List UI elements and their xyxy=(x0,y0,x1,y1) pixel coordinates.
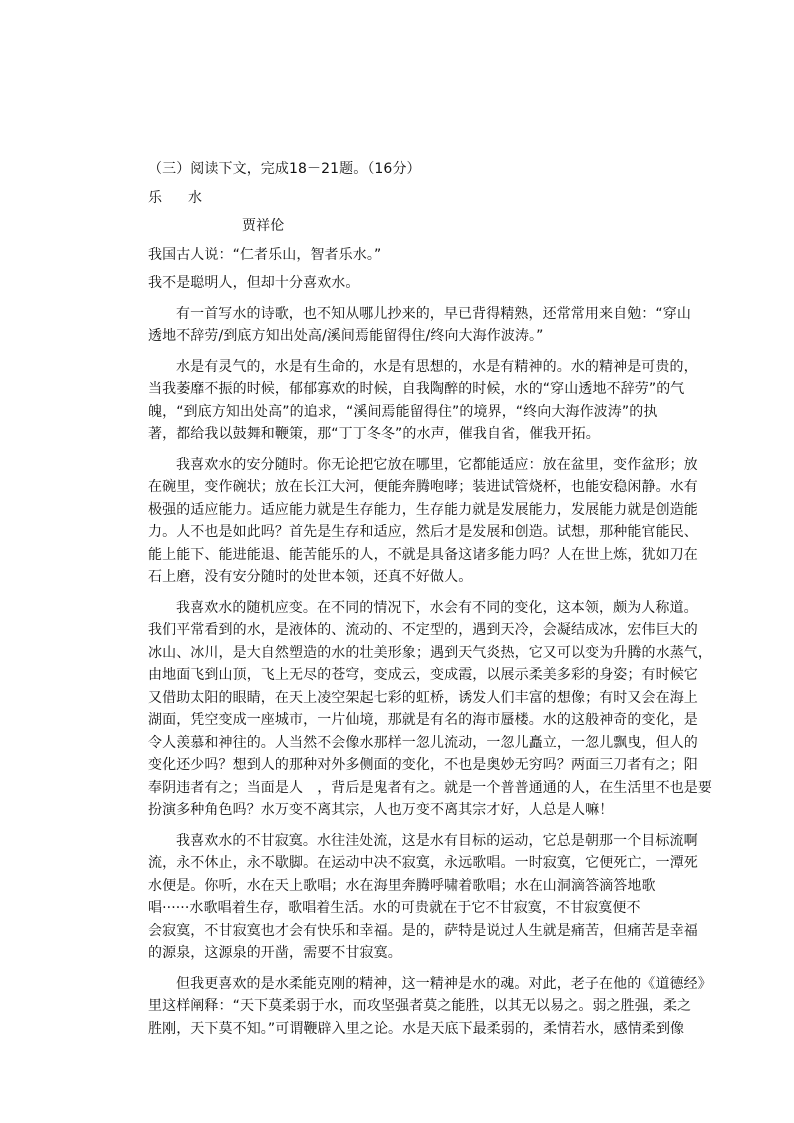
paragraph-line: 水便是。你听，水在天上歌唱；水在海里奔腾呼啸着歌唱；水在山洞滴答滴答地歌 xyxy=(148,877,656,894)
paragraph-line: 有一首写水的诗歌，也不知从哪儿抄来的，早已背得精熟，还常常用来自勉：“穿山 xyxy=(176,305,691,322)
paragraph-line: 流，永不休止，永不歇脚。在运动中决不寂寞，永远歌唱。一时寂寞，它便死亡，一潭死 xyxy=(148,855,698,871)
paragraph-line: 能上能下、能进能退、能苦能乐的人，不就是具备这诸多能力吗？人在世上炼，犹如刀在 xyxy=(148,546,698,563)
paragraph-line: 石上磨，没有安分随时的处世本领，还真不好做人。 xyxy=(148,569,473,585)
paragraph-line: 的源泉，这源泉的开凿，需要不甘寂寞。 xyxy=(148,945,402,961)
paragraph-line: 我喜欢水的随机应变。在不同的情况下，水会有不同的变化，这本领，颇为人称道。 xyxy=(176,599,698,616)
paragraph-line: 著，都给我以鼓舞和鞭策，那“丁丁冬冬”的水声，催我自省，催我开拓。 xyxy=(148,426,600,442)
paragraph-line: 透地不辞劳/到底方知出处高/溪间焉能留得住/终向大海作波涛。” xyxy=(148,328,544,344)
paragraph-line: 我喜欢水的安分随时。你无论把它放在哪里，它都能适应：放在盆里，变作盆形；放 xyxy=(176,456,698,473)
section-header: （三）阅读下文，完成18－21题。（16分） xyxy=(148,161,421,177)
paragraph-line: 但我更喜欢的是水柔能克刚的精神，这一精神是水的魂。对此，老子在他的《道德经》 xyxy=(176,975,712,992)
paragraph-line: 在碗里，变作碗状；放在长江大河，便能奔腾咆哮；装进试管烧杯，也能安稳闲静。水有 xyxy=(148,479,698,495)
paragraph-line: 令人羡慕和神往的。人当然不会像水那样一忽儿流动，一忽儿矗立，一忽儿飘曳，但人的 xyxy=(148,734,698,751)
article-body xyxy=(148,158,712,1040)
paragraph-line: 魄，“到底方知出处高”的追求，“溪间焉能留得住”的境界，“终向大海作波涛”的执 xyxy=(148,403,658,420)
paragraph-line: 奉阴违者有之；当面是人 ，背后是鬼者有之。就是一个普普通通的人，在生活里不也是要 xyxy=(148,779,712,796)
paragraph-line: 湖面，凭空变成一座城市，一片仙境，那就是有名的海市蜃楼。水的这般神奇的变化，是 xyxy=(148,712,698,728)
paragraph-line: 会寂寞，不甘寂寞也才会有快乐和幸福。是的，萨特是说过人生就是痛苦，但痛苦是幸福 xyxy=(148,922,698,939)
paragraph-line: 胜刚，天下莫不知。”可谓鞭辟入里之论。水是天底下最柔弱的，柔情若水，感情柔到像 xyxy=(148,1020,685,1037)
article-title: 乐 水 xyxy=(148,189,208,206)
article-author: 贾祥伦 xyxy=(242,218,285,234)
paragraph-line: 我们平常看到的水，是液体的、流动的、不定型的，遇到天冷，会凝结成冰，宏伟巨大的 xyxy=(148,622,698,638)
paragraph-line: 由地面飞到山顶，飞上无尽的苍穹，变成云，变成霞，以展示柔美多彩的身姿；有时候它 xyxy=(148,667,698,683)
paragraph-8 xyxy=(148,973,712,1041)
paragraph-line: 扮演多种角色吗？水万变不离其宗，人也万变不离其宗才好，人总是人嘛！ xyxy=(148,802,614,818)
paragraph-5 xyxy=(148,454,698,589)
paragraph-3 xyxy=(148,303,691,348)
paragraph-line: 水是有灵气的，水是有生命的，水是有思想的，水是有精神的。水的精神是可贵的， xyxy=(176,358,698,375)
paragraph-line: 极强的适应能力。适应能力就是生存能力，生存能力就是发展能力，发展能力就是创造能 xyxy=(148,501,698,518)
paragraph-line: 变化还少吗？想到人的那种对外多侧面的变化，不也是奥妙无穷吗？两面三刀者有之；阳 xyxy=(148,757,698,773)
paragraph-2 xyxy=(148,272,645,295)
paragraph-line: 当我萎靡不振的时候，郁郁寡欢的时候，自我陶醉的时候，水的“穿山透地不辞劳”的气 xyxy=(148,381,685,397)
paragraph-line: 我喜欢水的不甘寂寞。水往洼处流，这是水有目标的运动，它总是朝那一个目标流啊 xyxy=(176,832,698,849)
paragraph-line: 我不是聪明人，但却十分喜欢水。 xyxy=(148,275,360,291)
paragraph-line: 唱······水歌唱着生存，歌唱着生活。水的可贵就在于它不甘寂寞，不甘寂寞便不 xyxy=(148,900,641,916)
paragraph-line: 我国古人说：“仁者乐山，智者乐水。” xyxy=(148,246,382,263)
paragraph-1 xyxy=(148,244,645,267)
paragraph-line: 里这样阐释：“天下莫柔弱于水，而攻坚强者莫之能胜，以其无以易之。弱之胜强，柔之 xyxy=(148,998,692,1014)
paragraph-6 xyxy=(148,597,712,822)
paragraph-line: 又借助太阳的眼睛，在天上凌空架起七彩的虹桥，诱发人们丰富的想像；有时又会在海上 xyxy=(148,689,698,706)
paragraph-4 xyxy=(148,356,698,446)
paragraph-7 xyxy=(148,830,698,965)
paragraph-line: 冰山、冰川，是大自然塑造的水的壮美形象；遇到天气炎热，它又可以变为升腾的水蒸气， xyxy=(148,644,712,661)
paragraph-line: 力。人不也是如此吗？首先是生存和适应，然后才是发展和创造。试想，那种能官能民、 xyxy=(148,524,698,540)
